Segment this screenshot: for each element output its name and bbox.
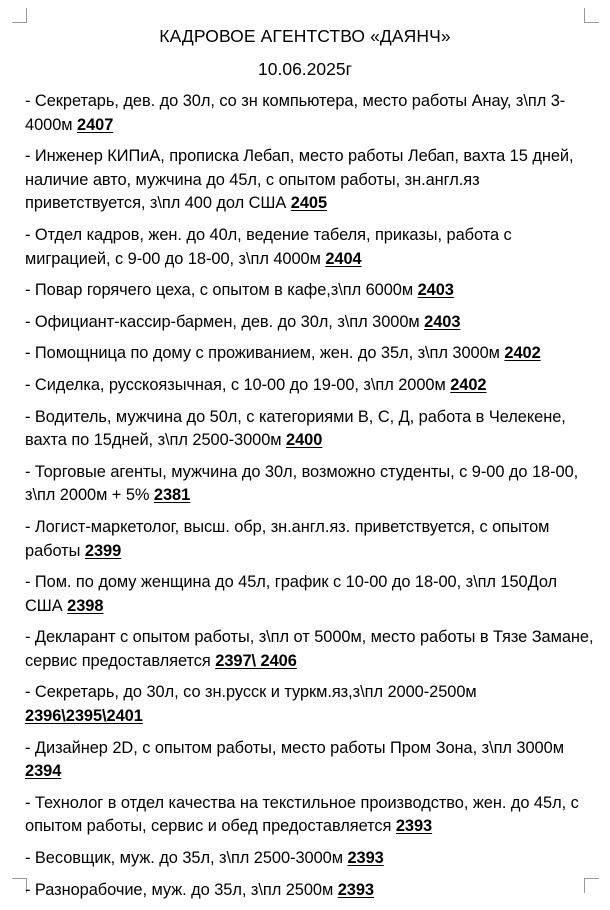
vacancy-list (25, 90, 595, 910)
vacancy-item (25, 681, 595, 728)
vacancy-code: 2397\ 2406 (215, 651, 297, 670)
vacancy-text: - Помощница по дому с проживанием, жен. до 35л, з\пл 3000м (25, 344, 505, 363)
vacancy-code: 2399 (84, 541, 122, 560)
vacancy-item (25, 406, 595, 453)
vacancy-code: 2402 (504, 344, 541, 363)
vacancy-text: - Торговые агенты, мужчина до 30л, возможно студенты, с 9-00 до 18-00, з\пл 2000м + 5% (25, 462, 579, 505)
vacancy-text: - Декларант с опытом работы, з\пл от 5000м, место работы в Тязе Замане, сервис предоставляется (25, 628, 594, 670)
page-corner-mark (584, 8, 599, 23)
vacancy-code: 2402 (450, 375, 487, 394)
vacancy-text: - Разнорабочие, муж. до 35л, з\пл 2500м (25, 880, 338, 899)
vacancy-item (25, 374, 595, 398)
vacancy-code: 2403 (417, 281, 454, 300)
vacancy-text: - Секретарь, дев. до 30л, со зн компьютера, место работы Анау, з\пл 3-4000м (25, 92, 566, 134)
vacancy-text: - Повар горячего цеха, с опытом в кафе,з\пл 6000м (25, 281, 418, 300)
vacancy-code: 2398 (67, 596, 104, 615)
vacancy-item (25, 311, 595, 335)
vacancy-text: - Технолог в отдел качества на текстильное производство, жен. до 45л, с опытом работы, сервис и обед предоставляется (25, 793, 579, 836)
vacancy-text: - Водитель, мужчина до 50л, с категориями В, С, Д, работа в Челекене, вахта по 15дней, з\пл 2500-3000м (25, 407, 566, 450)
vacancy-code: 2393 (395, 817, 433, 836)
page-corner-mark (12, 8, 27, 23)
vacancy-code: 2394 (25, 762, 62, 781)
vacancy-item (25, 145, 595, 216)
vacancy-text: - Весовщик, муж. до 35л, з\пл 2500-3000м (25, 849, 348, 868)
vacancy-code: 2404 (325, 249, 362, 268)
vacancy-code: 2393 (337, 880, 374, 899)
vacancy-text: - Официант-кассир-бармен, дев. до 30л, з\пл 3000м (25, 312, 425, 331)
vacancy-text: - Инженер КИПиА, прописка Лебап, место работы Лебап, вахта 15 дней, наличие авто, мужчина до 45л, с опытом работы, зн.англ.яз приветствуется, з\пл 400 дол США (25, 147, 574, 213)
vacancy-text: - Дизайнер 2D, с опытом работы, место работы Пром Зона, з\пл 3000м (25, 738, 564, 757)
vacancy-code: 2400 (286, 431, 323, 450)
document-title: КАДРОВОЕ АГЕНТСТВО «ДАЯНЧ» (159, 26, 451, 46)
vacancy-item (25, 279, 595, 303)
vacancy-item (25, 847, 595, 871)
vacancy-item (25, 571, 595, 618)
vacancy-text: - Секретарь, до 30л, со зн.русск и туркм.яз,з\пл 2000-2500м (25, 683, 477, 702)
vacancy-code: 2405 (290, 194, 328, 213)
vacancy-text: - Логист-маркетолог, высш. обр, зн.англ.яз. приветствуется, с опытом работы (25, 517, 550, 560)
vacancy-item (25, 342, 595, 366)
vacancy-text: - Отдел кадров, жен. до 40л, ведение табеля, приказы, работа с миграцией, с 9-00 до 18-00, з\пл 4000м (25, 225, 512, 268)
vacancy-item (25, 90, 595, 137)
vacancy-item (25, 737, 595, 784)
vacancy-item (25, 626, 595, 673)
document-date: 10.06.2025г (258, 59, 352, 79)
vacancy-item (25, 792, 595, 839)
vacancy-item (25, 224, 595, 271)
vacancy-code: 2407 (77, 115, 114, 134)
vacancy-code: 2393 (347, 849, 384, 868)
vacancy-item (25, 461, 595, 508)
vacancy-item (25, 516, 595, 563)
vacancy-item (25, 879, 595, 903)
vacancy-text: - Пом. по дому женщина до 45л, график с 10-00 до 18-00, з\пл 150Дол США (25, 573, 558, 615)
vacancy-text: - Сиделка, русскоязычная, с 10-00 до 19-00, з\пл 2000м (25, 375, 451, 394)
vacancy-code: 2403 (424, 312, 461, 331)
vacancy-code: 2381 (153, 486, 191, 505)
vacancy-code: 2396\2395\2401 (25, 707, 143, 726)
